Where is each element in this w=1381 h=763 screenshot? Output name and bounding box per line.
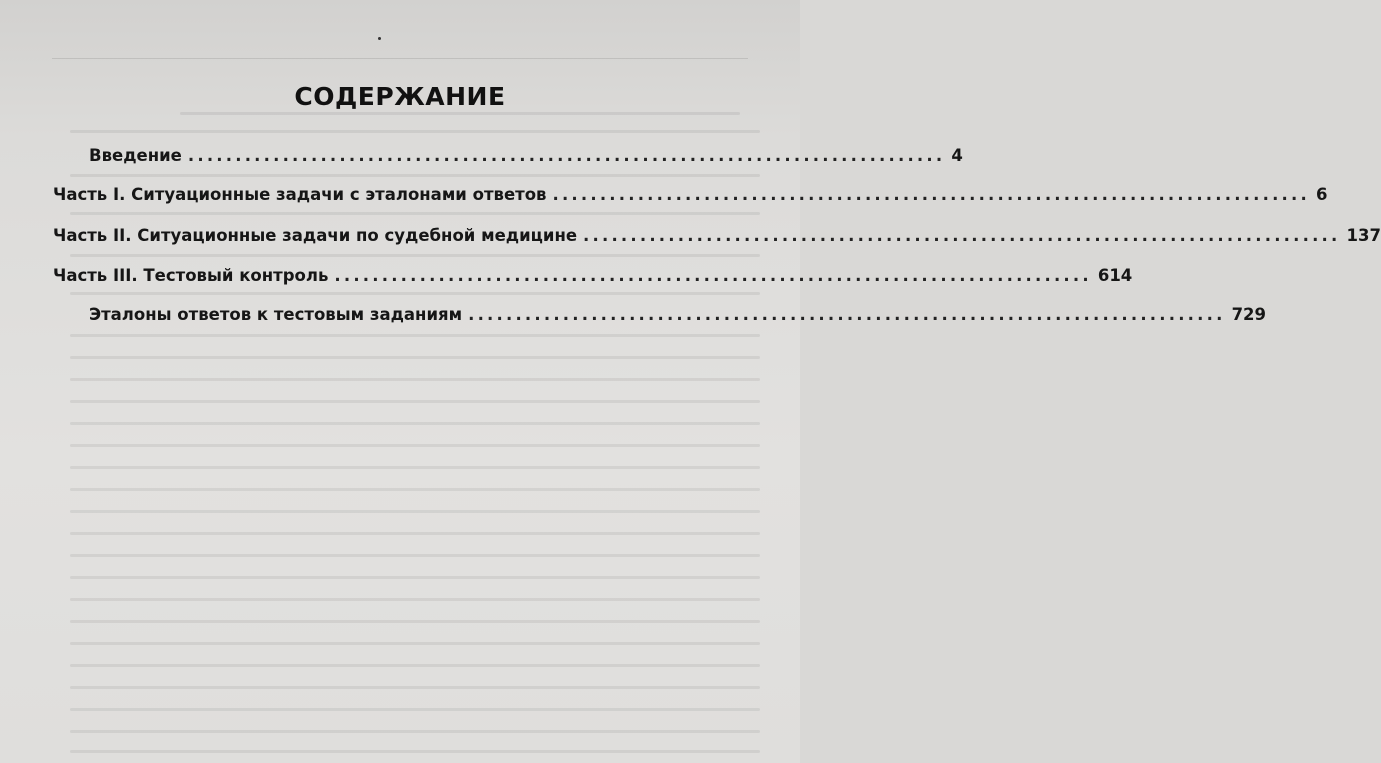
toc-entry-part-1[interactable] bbox=[53, 185, 1328, 204]
toc-page-number: 6 bbox=[1315, 185, 1328, 204]
toc-page-number: 729 bbox=[1231, 305, 1267, 324]
toc-leader-dots: ................................................................................ bbox=[468, 305, 1226, 324]
toc-leader-dots: ................................................................................ bbox=[187, 146, 946, 165]
toc-entry-label: Часть I. Ситуационные задачи с эталонами ответов bbox=[53, 185, 547, 204]
toc-entry-part-2[interactable] bbox=[53, 226, 1381, 245]
page-title: СОДЕРЖАНИЕ bbox=[294, 82, 506, 111]
toc-page-number: 614 bbox=[1097, 266, 1133, 285]
toc-entry-part-3[interactable] bbox=[53, 266, 1133, 285]
toc-entry-introduction[interactable] bbox=[89, 146, 963, 165]
toc-leader-dots: ................................................................................ bbox=[552, 185, 1310, 204]
toc-leader-dots: ................................................................................ bbox=[583, 226, 1341, 245]
toc-entry-label: Введение bbox=[89, 146, 182, 165]
toc-page-number: 4 bbox=[951, 146, 963, 165]
toc-entry-label: Эталоны ответов к тестовым заданиям bbox=[89, 305, 463, 324]
toc-entry-label: Часть III. Тестовый контроль bbox=[53, 266, 329, 285]
toc-leader-dots: ................................................................................ bbox=[334, 266, 1092, 285]
toc-page-number: 137 bbox=[1346, 226, 1381, 245]
toc-entry-answer-keys[interactable] bbox=[89, 305, 1267, 324]
toc-entry-label: Часть II. Ситуационные задачи по судебной медицине bbox=[53, 226, 578, 245]
